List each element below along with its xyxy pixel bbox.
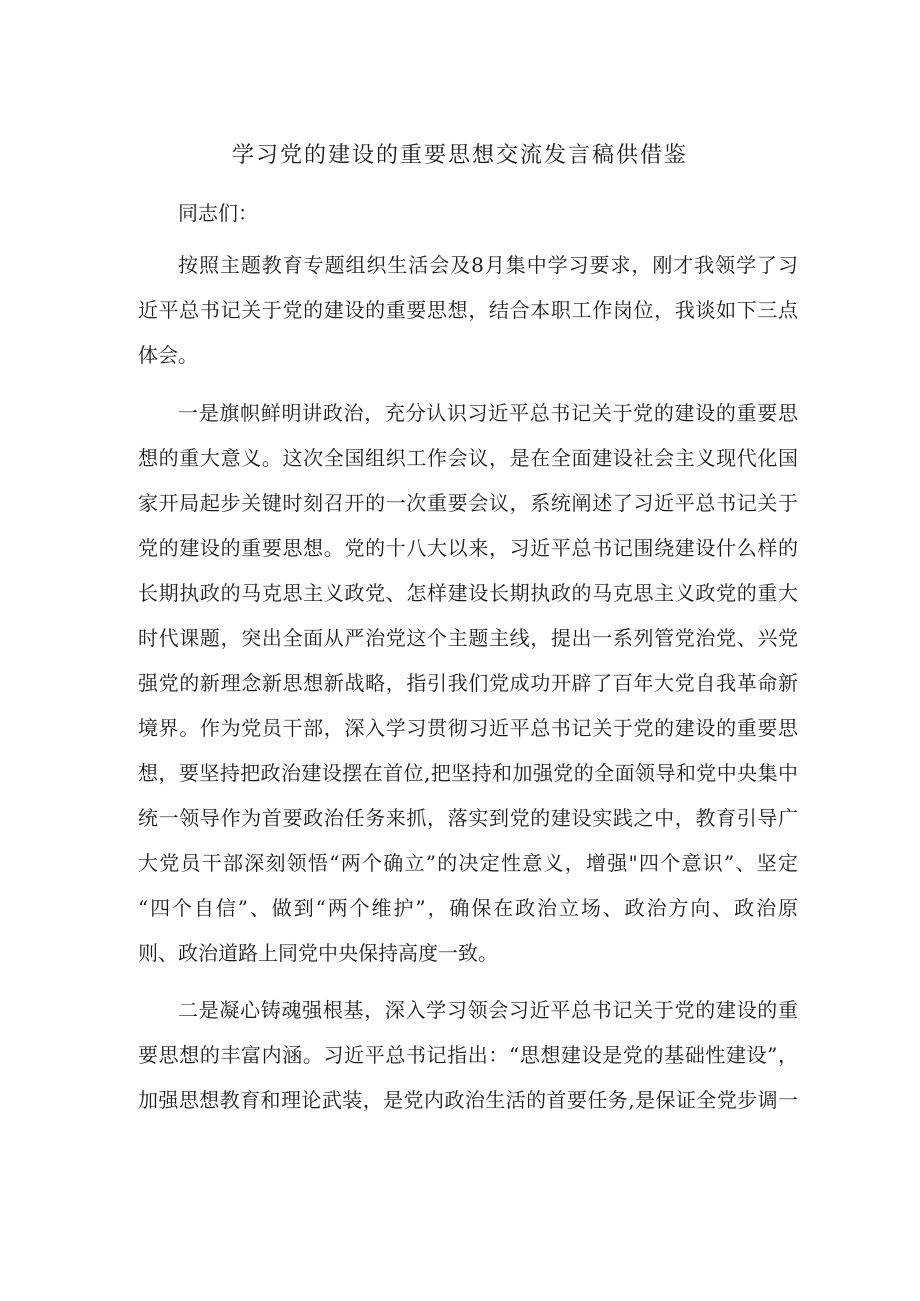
paragraph-line: 想，要坚持把政治建设摆在首位,把坚持和加强党的全面领导和党中央集中 — [138, 761, 798, 785]
paragraph-line: 家开局起步关键时刻召开的一次重要会议，系统阐述了习近平总书记关于 — [138, 491, 798, 515]
paragraph-line: 二是凝心铸魂强根基，深入学习领会习近平总书记关于党的建设的重 — [178, 998, 798, 1022]
paragraph-line: “四个自信”、做到“两个维护”，确保在政治立场、政治方向、政治原 — [138, 896, 798, 920]
paragraph-line: 则、政治道路上同党中央保持高度一致。 — [138, 941, 498, 965]
paragraph-line: 按照主题教育专题组织生活会及8月集中学习要求，刚才我领学了习 — [178, 253, 798, 277]
paragraph-line: 加强思想教育和理论武装，是党内政治生活的首要任务,是保证全党步调一 — [138, 1088, 798, 1112]
paragraph-line: 强党的新理念新思想新战略，指引我们党成功开辟了百年大党自我革命新 — [138, 671, 798, 695]
paragraph-line: 体会。 — [138, 343, 198, 367]
paragraph-line: 要思想的丰富内涵。习近平总书记指出：“思想建设是党的基础性建设”， — [138, 1043, 798, 1067]
paragraph-line: 一是旗帜鲜明讲政治，充分认识习近平总书记关于党的建设的重要思 — [178, 401, 798, 425]
salutation: 同志们： — [178, 201, 258, 225]
paragraph-line: 大党员干部深刻领悟“两个确立”的决定性意义，增强"四个意识”、坚定 — [138, 851, 798, 875]
paragraph-line: 近平总书记关于党的建设的重要思想，结合本职工作岗位，我谈如下三点 — [138, 298, 798, 322]
paragraph-line: 想的重大意义。这次全国组织工作会议，是在全面建设社会主义现代化国 — [138, 446, 798, 470]
paragraph-line: 长期执政的马克思主义政党、怎样建设长期执政的马克思主义政党的重大 — [138, 581, 798, 605]
paragraph-line: 党的建设的重要思想。党的十八大以来，习近平总书记围绕建设什么样的 — [138, 536, 798, 560]
paragraph-line: 统一领导作为首要政治任务来抓，落实到党的建设实践之中，教育引导广 — [138, 806, 798, 830]
paragraph-line: 境界。作为党员干部，深入学习贯彻习近平总书记关于党的建设的重要思 — [138, 716, 798, 740]
paragraph-line: 时代课题，突出全面从严治党这个主题主线，提出一系列管党治党、兴党 — [138, 626, 798, 650]
document-title: 学习党的建设的重要思想交流发言稿供借鉴 — [231, 143, 688, 168]
